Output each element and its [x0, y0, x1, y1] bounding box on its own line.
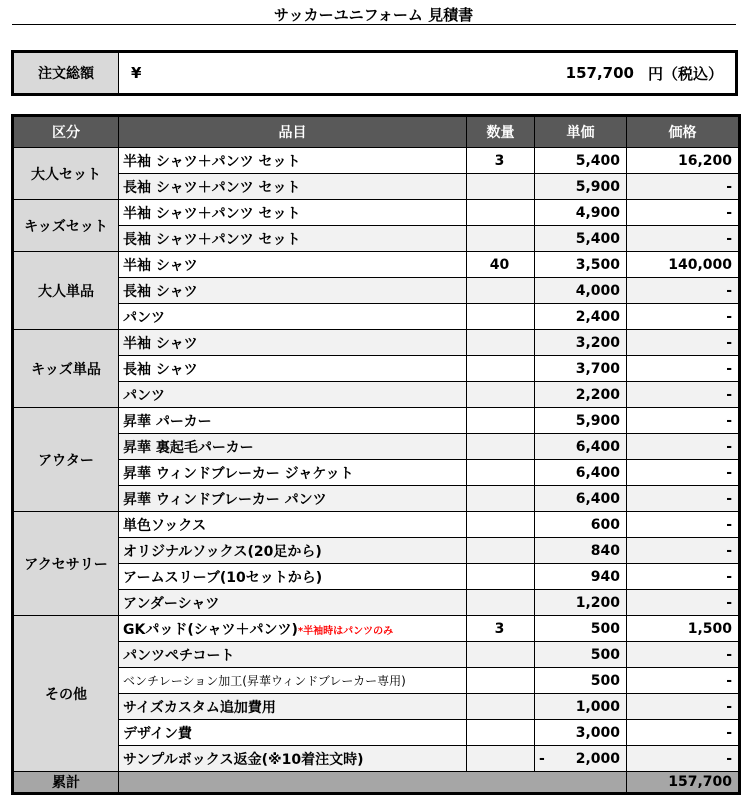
order-total-label: 注文総額	[14, 53, 119, 93]
item-name-cell	[119, 616, 467, 642]
header-unit-price: 単価	[535, 116, 627, 148]
item-name: 昇華 ウィンドブレーカー ジャケット	[123, 465, 354, 482]
item-name: 半袖 シャツ＋パンツ セット	[123, 153, 301, 170]
header-item: 品目	[119, 116, 467, 148]
item-name: 昇華 ウィンドブレーカー パンツ	[123, 491, 327, 508]
table-row	[13, 434, 740, 460]
table-row	[13, 278, 740, 304]
price-cell: -	[627, 720, 740, 746]
price-cell: -	[627, 278, 740, 304]
unit-price-cell: 2,200	[535, 382, 627, 408]
table-row	[13, 356, 740, 382]
item-name-cell	[119, 746, 467, 772]
price-cell: 140,000	[627, 252, 740, 278]
unit-price-cell: 6,400	[535, 460, 627, 486]
unit-price-cell: 940	[535, 564, 627, 590]
item-name-cell	[119, 538, 467, 564]
item-name-cell	[119, 668, 467, 694]
quantity-cell[interactable]	[467, 330, 535, 356]
category-cell: アクセサリー	[13, 512, 119, 616]
quantity-cell[interactable]	[467, 382, 535, 408]
quantity-cell[interactable]	[467, 512, 535, 538]
table-row	[13, 148, 740, 174]
unit-price-cell: 3,000	[535, 720, 627, 746]
item-name-cell	[119, 148, 467, 174]
table-row	[13, 564, 740, 590]
unit-price-cell: 1,000	[535, 694, 627, 720]
item-name-cell	[119, 460, 467, 486]
item-note: *半袖時はパンツのみ	[297, 625, 394, 637]
item-name: オリジナルソックス(20足から)	[123, 543, 322, 560]
page-title: サッカーユニフォーム 見積書	[273, 6, 474, 24]
quantity-cell[interactable]	[467, 538, 535, 564]
unit-price-cell: 3,200	[535, 330, 627, 356]
unit-price-cell: 6,400	[535, 434, 627, 460]
price-cell: -	[627, 356, 740, 382]
table-row	[13, 642, 740, 668]
header-quantity: 数量	[467, 116, 535, 148]
table-row	[13, 226, 740, 252]
summary-spacer	[119, 772, 627, 794]
price-cell: -	[627, 512, 740, 538]
unit-price-cell: 5,900	[535, 174, 627, 200]
quantity-cell[interactable]: 3	[467, 616, 535, 642]
table-row	[13, 512, 740, 538]
quantity-cell[interactable]	[467, 590, 535, 616]
table-row	[13, 200, 740, 226]
table-row	[13, 720, 740, 746]
item-name-cell	[119, 330, 467, 356]
price-cell: -	[627, 746, 740, 772]
unit-price-cell: 3,700	[535, 356, 627, 382]
item-name-cell	[119, 720, 467, 746]
summary-price: 157,700	[627, 772, 740, 794]
title-divider	[12, 24, 736, 25]
quantity-cell[interactable]	[467, 460, 535, 486]
item-name: パンツペチコート	[123, 647, 235, 664]
item-name: 半袖 シャツ	[123, 335, 198, 352]
item-name-cell	[119, 304, 467, 330]
negative-sign: -	[539, 750, 545, 767]
currency-symbol: ¥	[131, 64, 142, 82]
table-row	[13, 304, 740, 330]
item-name-cell	[119, 382, 467, 408]
summary-row	[13, 772, 740, 794]
unit-price-cell: 5,900	[535, 408, 627, 434]
item-name-cell	[119, 564, 467, 590]
unit-price-cell: 2,400	[535, 304, 627, 330]
table-row	[13, 252, 740, 278]
quantity-cell[interactable]	[467, 278, 535, 304]
category-cell: 大人単品	[13, 252, 119, 330]
unit-price-cell: 600	[535, 512, 627, 538]
item-name: デザイン費	[123, 725, 193, 742]
price-cell: -	[627, 564, 740, 590]
item-name-cell	[119, 694, 467, 720]
order-total-box	[11, 50, 738, 96]
unit-price-cell: 5,400	[535, 226, 627, 252]
item-name-cell	[119, 278, 467, 304]
item-name-cell	[119, 434, 467, 460]
unit-price-cell: 3,500	[535, 252, 627, 278]
item-name-cell	[119, 200, 467, 226]
table-row	[13, 538, 740, 564]
price-cell: -	[627, 538, 740, 564]
unit-price-cell: 4,000	[535, 278, 627, 304]
table-row	[13, 460, 740, 486]
item-name-cell	[119, 512, 467, 538]
table-row	[13, 746, 740, 772]
item-name-cell	[119, 486, 467, 512]
quantity-cell[interactable]	[467, 694, 535, 720]
price-cell: -	[627, 590, 740, 616]
estimate-table	[11, 114, 741, 795]
quantity-cell[interactable]: 3	[467, 148, 535, 174]
price-cell: -	[627, 304, 740, 330]
item-name: 昇華 パーカー	[123, 413, 212, 430]
quantity-cell[interactable]	[467, 720, 535, 746]
category-cell: アウター	[13, 408, 119, 512]
price-cell: -	[627, 460, 740, 486]
quantity-cell[interactable]	[467, 226, 535, 252]
price-cell: -	[627, 694, 740, 720]
quantity-cell[interactable]	[467, 408, 535, 434]
unit-price-cell: 4,900	[535, 200, 627, 226]
table-row	[13, 486, 740, 512]
price-cell: -	[627, 408, 740, 434]
price-cell: -	[627, 226, 740, 252]
table-row	[13, 174, 740, 200]
category-cell: キッズ単品	[13, 330, 119, 408]
quantity-cell[interactable]	[467, 642, 535, 668]
unit-price-cell: 6,400	[535, 486, 627, 512]
item-name: アームスリーブ(10セットから)	[123, 569, 323, 586]
price-cell: 1,500	[627, 616, 740, 642]
header-price: 価格	[627, 116, 740, 148]
price-cell: -	[627, 642, 740, 668]
item-name: 単色ソックス	[123, 517, 207, 534]
table-row	[13, 408, 740, 434]
unit-price-cell: 500	[535, 642, 627, 668]
table-row	[13, 382, 740, 408]
quantity-cell[interactable]	[467, 356, 535, 382]
unit-price-cell: 500	[535, 668, 627, 694]
item-name: 長袖 シャツ	[123, 283, 198, 300]
price-cell: 16,200	[627, 148, 740, 174]
category-cell: キッズセット	[13, 200, 119, 252]
item-name: 昇華 裏起毛パーカー	[123, 439, 254, 456]
quantity-cell[interactable]	[467, 486, 535, 512]
item-name: パンツ	[123, 309, 165, 326]
table-row	[13, 694, 740, 720]
table-row	[13, 668, 740, 694]
unit-price-cell: 5,400	[535, 148, 627, 174]
item-name: サンプルボックス返金(※10着注文時)	[123, 751, 364, 768]
table-header-row	[13, 116, 740, 148]
quantity-cell[interactable]	[467, 434, 535, 460]
price-cell: -	[627, 330, 740, 356]
unit-price-cell: 840	[535, 538, 627, 564]
item-name: パンツ	[123, 387, 165, 404]
order-total-suffix: 円（税込）	[647, 64, 723, 83]
quantity-cell[interactable]	[467, 564, 535, 590]
summary-label: 累計	[13, 772, 119, 794]
item-name-cell	[119, 642, 467, 668]
item-name: 長袖 シャツ＋パンツ セット	[123, 231, 301, 248]
category-cell: 大人セット	[13, 148, 119, 200]
price-cell: -	[627, 200, 740, 226]
order-total-value	[119, 53, 735, 93]
category-cell: その他	[13, 616, 119, 772]
header-category: 区分	[13, 116, 119, 148]
item-name: 長袖 シャツ	[123, 361, 198, 378]
item-name-cell	[119, 408, 467, 434]
item-name: GKパッド(シャツ＋パンツ)	[123, 621, 298, 638]
item-name: 半袖 シャツ	[123, 257, 198, 274]
quantity-cell[interactable]	[467, 304, 535, 330]
quantity-cell[interactable]	[467, 746, 535, 772]
item-name-cell	[119, 356, 467, 382]
order-total-amount: 157,700	[565, 64, 634, 82]
unit-price-cell	[535, 746, 627, 772]
table-row	[13, 330, 740, 356]
item-name: ベンチレーション加工(昇華ウィンドブレーカー専用)	[123, 674, 406, 688]
unit-price-cell: 500	[535, 616, 627, 642]
price-cell: -	[627, 174, 740, 200]
item-name: アンダーシャツ	[123, 595, 220, 612]
item-name: 長袖 シャツ＋パンツ セット	[123, 179, 301, 196]
quantity-cell[interactable]	[467, 200, 535, 226]
item-name-cell	[119, 590, 467, 616]
item-name: サイズカスタム追加費用	[123, 699, 276, 716]
item-name: 半袖 シャツ＋パンツ セット	[123, 205, 301, 222]
item-name-cell	[119, 226, 467, 252]
quantity-cell[interactable]: 40	[467, 252, 535, 278]
unit-price-cell: 1,200	[535, 590, 627, 616]
table-row	[13, 616, 740, 642]
price-cell: -	[627, 434, 740, 460]
unit-price: 2,000	[575, 750, 620, 767]
price-cell: -	[627, 668, 740, 694]
price-cell: -	[627, 382, 740, 408]
item-name-cell	[119, 252, 467, 278]
item-name-cell	[119, 174, 467, 200]
price-cell: -	[627, 486, 740, 512]
quantity-cell[interactable]	[467, 174, 535, 200]
quantity-cell[interactable]	[467, 668, 535, 694]
table-row	[13, 590, 740, 616]
